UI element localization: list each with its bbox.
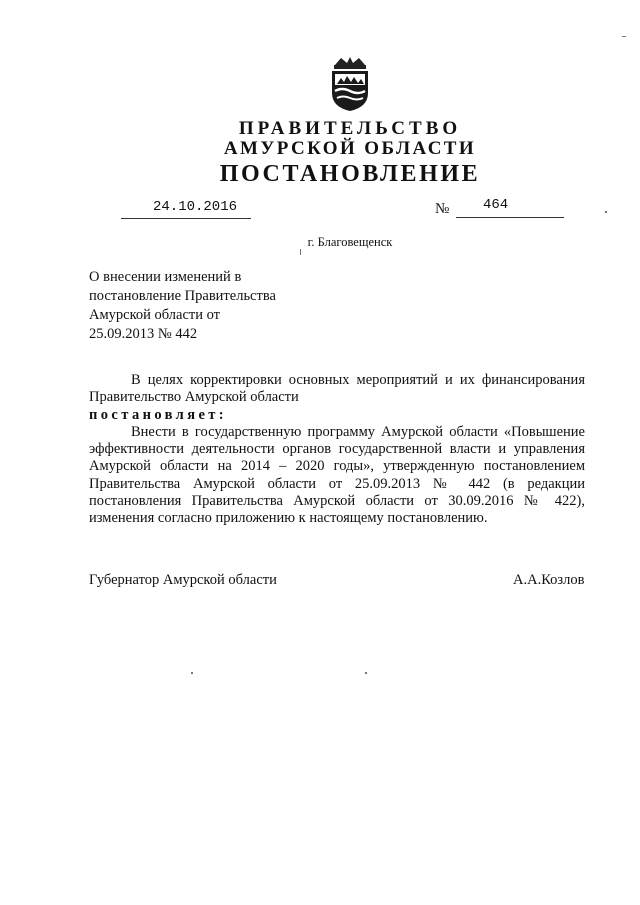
number-underline xyxy=(456,217,564,218)
document-subject xyxy=(89,268,329,344)
number-label: № xyxy=(435,201,450,217)
date-underline xyxy=(121,218,251,219)
amur-region-coat-of-arms-icon xyxy=(327,55,373,113)
subject-line: О внесении изменений в xyxy=(89,269,242,285)
scan-speck xyxy=(622,36,626,37)
body-line: эффективности деятельности органов государственной власти и управления xyxy=(89,441,585,458)
org-name-line-2: АМУРСКОЙ ОБЛАСТИ xyxy=(223,138,477,159)
body-line: постановления Правительства Амурской области от 30.09.2016 № 422), xyxy=(89,493,585,510)
scan-speck xyxy=(191,672,193,674)
city: г. Благовещенск xyxy=(307,235,393,249)
org-name-line-1: ПРАВИТЕЛЬСТВО xyxy=(238,118,462,139)
document-number: 464 xyxy=(483,197,509,213)
body-line: Амурской области на 2014 – 2020 годы», утвержденную постановлением xyxy=(89,458,585,475)
body-line: Правительства Амурской области от 25.09.2013 № 442 (в редакции xyxy=(89,475,585,492)
subject-line: Амурской области от xyxy=(89,307,221,323)
document-date: 24.10.2016 xyxy=(153,199,238,215)
signatory-title: Губернатор Амурской области xyxy=(89,572,277,588)
scan-speck xyxy=(605,211,607,213)
body-line: Внести в государственную программу Амурской области «Повышение xyxy=(131,423,585,440)
body-line: В целях корректировки основных мероприятий и их финансирования xyxy=(131,372,585,388)
subject-line: 25.09.2013 № 442 xyxy=(89,326,198,342)
signatory-name: А.А.Козлов xyxy=(513,572,585,588)
subject-line: постановление Правительства xyxy=(89,288,276,304)
scan-speck xyxy=(300,249,301,255)
document-type: ПОСТАНОВЛЕНИЕ xyxy=(219,161,481,187)
document-body xyxy=(89,372,585,528)
decree-word: постановляет: xyxy=(89,406,228,423)
body-line: Правительство Амурской области xyxy=(89,389,299,406)
body-line: изменения согласно приложению к настоящему постановлению. xyxy=(89,510,488,527)
scan-speck xyxy=(365,672,367,674)
